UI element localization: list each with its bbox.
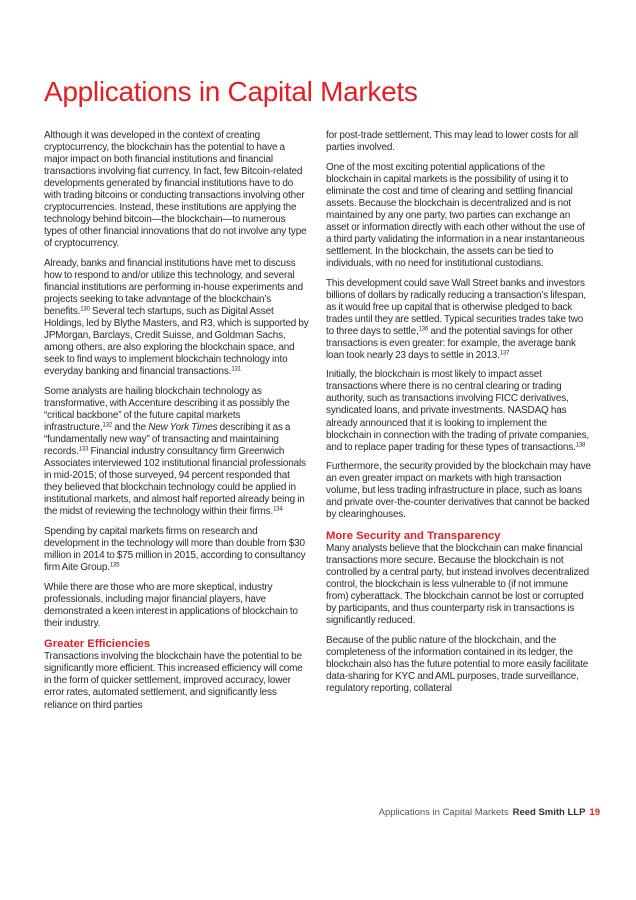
paragraph: Transactions involving the blockchain have the potential to be significantly more efficient. This increased efficiency will come in the form of quicker settlement, improved accuracy, lower error rates, automated settlement, and significantly less reliance on third parties <box>44 651 303 711</box>
paragraph: Some analysts are hailing blockchain technology as transformative, with Accenture describing it as possibly the “critical backbone” of the future capital markets infrastructure,$^{132}$ and the New York Times describing it as a “fundamentally new way” of transacting and maintaining records.$^{133}$ Financial industry consultancy firm Greenwich Associates interviewed 102 institutional financial professionals in mid-2015; of those surveyed, 94 percent responded that they believed that blockchain technology could be applied in institutional markets, and almost half reported already being in the midst of reviewing the technology within their firms.$^{134}$ <box>44 385 306 518</box>
right-column <box>326 130 592 702</box>
footnote-ref[interactable]: 133 <box>78 446 89 453</box>
footnote-ref[interactable]: 130 <box>80 306 90 313</box>
page-number: 19 <box>589 807 600 818</box>
paragraph: Because of the public nature of the blockchain, and the completeness of the information contained in its ledger, the blockchain also has the future potential to more easily facilitate data-sharing for KYC and AML purposes, trade surveillance, regulatory reporting, collateral <box>326 634 589 694</box>
paragraph: Initially, the blockchain is most likely to impact asset transactions where there is no central clearing or trading authority, such as transactions involving FICC derivatives, syndicated loans, and private investments. NASDAQ has already announced that it is looking to implement the blockchain in connection with the trading of private companies, and to replace paper trading for these types of transactions.$^{138}$ <box>326 369 589 453</box>
paragraph: Many analysts believe that the blockchain can make financial transactions more secure. Because the blockchain is not controlled by a central party, but instead involves decentralized control, the blockchain is less vulnerable to (if not immune from) cyberattack. The blockchain cannot be lost or corrupted by participants, and thus counterparty risk in transactions is significantly reduced. <box>326 542 590 627</box>
left-column <box>44 130 310 719</box>
footnote-ref[interactable]: 138 <box>575 442 586 449</box>
paragraph: Spending by capital markets firms on research and development in the technology will more than double from $30 million in 2014 to $75 million in 2015, according to consultancy firm Aite Group.$^{135}$ <box>44 525 306 574</box>
paragraph: While there are those who are more skeptical, industry professionals, including major financial players, have demonstrated a keen interest in applications of blockchain to their industry. <box>44 581 298 629</box>
paragraph: Although it was developed in the context of creating cryptocurrency, the blockchain has the potential to have a major impact on both financial institutions and financial transactions involving fiat currency. In fact, few Bitcoin-related developments generated by financial institutions have to do with trading bitcoins or conducting transactions involving other cryptocurrencies. Instead, these institutions are applying the technology behind bitcoin—the blockchain—to numerous types of other financial innovations that do not involve any type of cryptocurrency. <box>44 130 307 250</box>
footnote-ref[interactable]: 135 <box>109 562 120 569</box>
paragraph: This development could save Wall Street banks and investors billions of dollars by radically reducing a transaction’s lifespan, as it would free up capital that is otherwise pledged to back trades until they are settled. Typical securities trades take two to three days to settle,$^{136}$ and the potential savings for other transactions is even greater: for example, the average bank loan took nearly 23 days to settle in 2013.$^{137}$ <box>326 277 586 361</box>
page-footer <box>379 807 600 818</box>
footer-section-title: Applications in Capital Markets <box>378 807 509 818</box>
paragraph: Furthermore, the security provided by the blockchain may have an even greater impact on markets with high transaction volume, but less trading infrastructure in place, such as loans and private over-the-counter derivatives that cannot be backed by clearinghouses. <box>326 461 591 521</box>
footnote-ref[interactable]: 134 <box>273 506 283 513</box>
section-heading: Greater Efficiencies <box>44 638 151 651</box>
footer-firm-name: Reed Smith LLP <box>512 807 586 818</box>
paragraph: One of the most exciting potential applications of the blockchain in capital markets is the possibility of using it to eliminate the cost and time of clearing and settling financial assets. Because the blockchain is decentralized and is not maintained by any one party, two parties can exchange an asset or information directly with each other without the use of a third party validating the information in a near instantaneous settlement. In the blockchain, the assets can be tied to individuals, with no need for institutional custodians. <box>326 161 585 269</box>
footnote-ref[interactable]: 136 <box>418 326 429 333</box>
page-title: Applications in Capital Markets <box>44 76 418 107</box>
footnote-ref[interactable]: 131 <box>231 366 241 373</box>
footnote-ref[interactable]: 132 <box>102 422 113 429</box>
paragraph: for post-trade settlement. This may lead to lower costs for all parties involved. <box>326 130 579 154</box>
publication-name: New York Times <box>148 422 218 434</box>
section-heading: More Security and Transparency <box>326 529 501 542</box>
footnote-ref[interactable]: 137 <box>499 350 510 357</box>
paragraph: Already, banks and financial institutions have met to discuss how to respond to and/or utilize this technology, and several financial institutions are performing in-house experiments and projects seeking to take advantage of the blockchain’s benefits.$^{130}$ Several tech startups, such as Digital Asset Holdings, led by Blythe Masters, and R3, which is supported by JPMorgan, Barclays, Credit Suisse, and Goldman Sachs, among others, are also exploring the blockchain space, and seek to find ways to implement blockchain technology into everyday banking and financial transactions.$^{131}$ <box>44 257 309 378</box>
